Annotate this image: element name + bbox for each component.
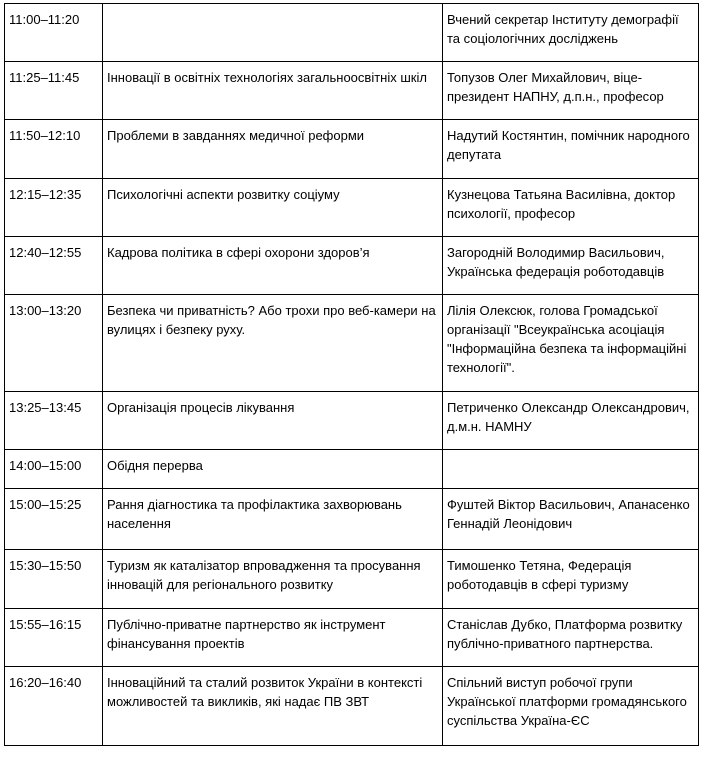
topic-cell: Організація процесів лікування [103,392,443,450]
speaker-cell: Кузнецова Татьяна Василівна, доктор психології, професор [443,179,699,237]
table-row [5,450,699,489]
speaker-cell: Вчений секретар Інституту демографії та соціологічних досліджень [443,4,699,62]
speaker-cell: Станіслав Дубко, Платформа розвитку публічно-приватного партнерства. [443,609,699,667]
time-cell: 15:55–16:15 [5,609,103,667]
topic-cell: Проблеми в завданнях медичної реформи [103,120,443,179]
topic-cell: Обідня перерва [103,450,443,489]
table-row [5,237,699,295]
time-cell: 11:00–11:20 [5,4,103,62]
topic-cell: Публічно-приватне партнерство як інструмент фінансування проектів [103,609,443,667]
speaker-cell: Надутий Костянтин, помічник народного депутата [443,120,699,179]
speaker-cell: Петриченко Олександр Олександрович, д.м.н. НАМНУ [443,392,699,450]
topic-cell: Кадрова політика в сфері охорони здоров’я [103,237,443,295]
time-cell: 12:40–12:55 [5,237,103,295]
topic-cell [103,4,443,62]
table-row [5,550,699,609]
topic-cell: Туризм як каталізатор впровадження та просування інновацій для регіонального розвитку [103,550,443,609]
topic-cell: Інновації в освітніх технологіях загальноосвітніх шкіл [103,62,443,120]
time-cell: 15:00–15:25 [5,489,103,550]
speaker-cell [443,450,699,489]
schedule-table [4,3,699,746]
table-row [5,120,699,179]
table-row [5,609,699,667]
speaker-cell: Тимошенко Тетяна, Федерація роботодавців в сфері туризму [443,550,699,609]
topic-cell: Безпека чи приватність? Або трохи про веб-камери на вулицях і безпеку руху. [103,295,443,392]
speaker-cell: Топузов Олег Михайлович, віце-президент НАПНУ, д.п.н., професор [443,62,699,120]
time-cell: 11:50–12:10 [5,120,103,179]
speaker-cell: Спільний виступ робочої групи Української платформи громадянського суспільства Україна-ЄС [443,667,699,746]
topic-cell: Рання діагностика та профілактика захворювань населення [103,489,443,550]
topic-cell: Психологічні аспекти розвитку соціуму [103,179,443,237]
table-row [5,392,699,450]
time-cell: 15:30–15:50 [5,550,103,609]
table-row [5,179,699,237]
time-cell: 16:20–16:40 [5,667,103,746]
table-row [5,295,699,392]
speaker-cell: Фуштей Віктор Васильович, Апанасенко Геннадій Леонідович [443,489,699,550]
table-row [5,489,699,550]
time-cell: 12:15–12:35 [5,179,103,237]
speaker-cell: Загородній Володимир Васильович, Українська федерація роботодавців [443,237,699,295]
time-cell: 13:00–13:20 [5,295,103,392]
table-row [5,62,699,120]
topic-cell: Інноваційний та сталий розвиток України в контексті можливостей та викликів, які надає ПВ ЗВТ [103,667,443,746]
time-cell: 11:25–11:45 [5,62,103,120]
time-cell: 13:25–13:45 [5,392,103,450]
table-row [5,667,699,746]
table-row [5,4,699,62]
time-cell: 14:00–15:00 [5,450,103,489]
speaker-cell: Лілія Олексюк, голова Громадської організації "Всеукраїнська асоціація "Інформаційна безпека та інформаційні технології". [443,295,699,392]
